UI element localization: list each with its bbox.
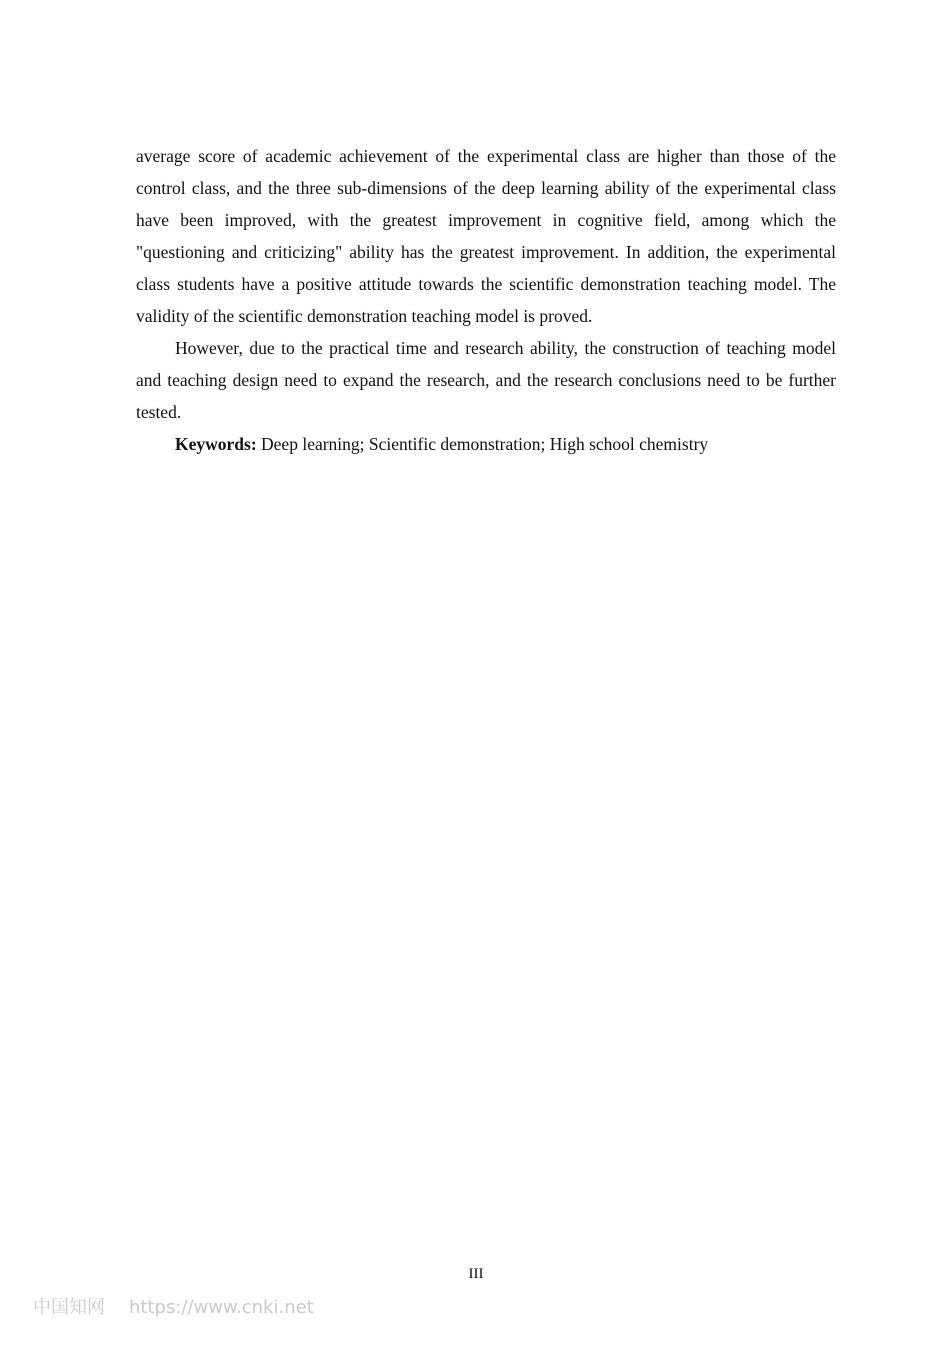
abstract-paragraph-continued: average score of academic achievement of the experimental class are higher than those of the control class, and the three sub-dimensions of the deep learning ability of the experimental class have been improved, with the greatest improvement in cognitive field, among which the "questioning and criticizing" ability has the greatest improvement. In addition, the experimental class students have a positive attitude towards the scientific demonstration teaching model. The validity of the scientific demonstration teaching model is proved. [136, 146, 836, 326]
keywords-value: Deep learning; Scientific demonstration; High school chemistry [261, 434, 709, 454]
watermark-url: https://www.cnki.net [129, 1297, 314, 1318]
abstract-body [136, 140, 836, 460]
page-number: III [468, 1266, 484, 1282]
keywords-label: Keywords: [175, 434, 257, 454]
cnki-watermark [33, 1296, 314, 1320]
watermark-site-name: 中国知网 [33, 1297, 105, 1318]
abstract-paragraph-limitations: However, due to the practical time and research ability, the construction of teaching model and teaching design need to expand the research, and the research conclusions need to be further tested. [136, 338, 836, 422]
keywords-line [136, 428, 836, 460]
